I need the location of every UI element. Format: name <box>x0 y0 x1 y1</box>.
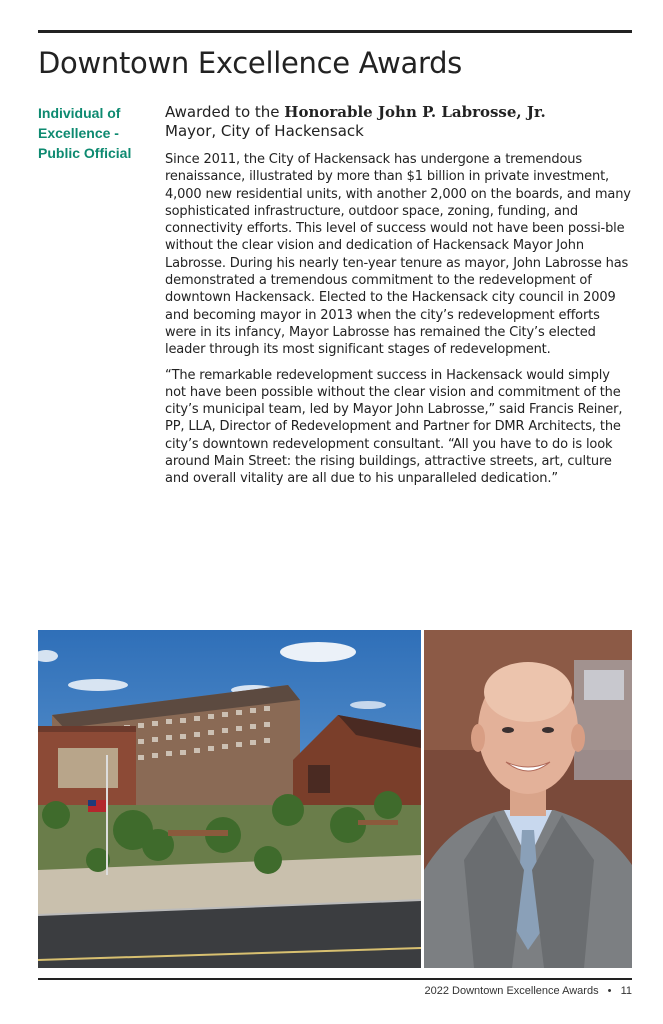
quote-paragraph: “The remarkable redevelopment success in Hackensack would simply not have been possible without the clear vision and commitment of the city’s municipal team, led by Mayor John Labrosse,” said Francis Reiner, PP, LLA, Director of Redevelopment and Partner for DMR Architects, the city’s downtown redevelopment consultant. “All you have to do is look around Main Street: the rising buildings, attractive streets, art, culture and overall vitality are all due to his unparalleled dedication.” <box>165 367 623 487</box>
mayor-portrait-photo <box>424 630 632 968</box>
awarded-prefix: Awarded to the <box>165 103 285 121</box>
awarded-to-line <box>165 103 632 122</box>
page-title: Downtown Excellence Awards <box>38 46 462 80</box>
page-number: 11 <box>620 985 632 997</box>
page-footer <box>425 985 632 997</box>
category-line: Excellence - <box>38 125 119 141</box>
honoree-role: Mayor, City of Hackensack <box>165 122 364 140</box>
honoree-name: Honorable John P. Labrosse, Jr. <box>284 103 546 121</box>
top-rule <box>38 30 632 33</box>
award-category <box>38 103 148 163</box>
category-line: Public Official <box>38 145 132 161</box>
category-line: Individual of <box>38 105 121 121</box>
downtown-plaza-photo <box>38 630 421 968</box>
body-paragraph: Since 2011, the City of Hackensack has undergone a tremendous renaissance, illustrated by more than $1 billion in private investment, 4,000 new residential units, with another 2,000 on the boards, and many sophisticated infrastructure, outdoor space, zoning, funding, and connectivity efforts. This level of success would not have been possi-ble without the clear vision and dedication of Hackensack Mayor John Labrosse. During his nearly ten-year tenure as mayor, John Labrosse has demonstrated a tremendous commitment to the redevelopment of downtown Hackensack. Elected to the Hackensack city council in 2009 and becoming mayor in 2013 when the city’s redevelopment efforts were in its infancy, Mayor Labrosse has remained the City’s elected leader through its most significant stages of redevelopment. <box>165 152 631 358</box>
bottom-rule <box>38 978 632 980</box>
footer-title: 2022 Downtown Excellence Awards <box>424 985 599 997</box>
award-body <box>165 103 632 496</box>
footer-separator: • <box>607 985 612 997</box>
